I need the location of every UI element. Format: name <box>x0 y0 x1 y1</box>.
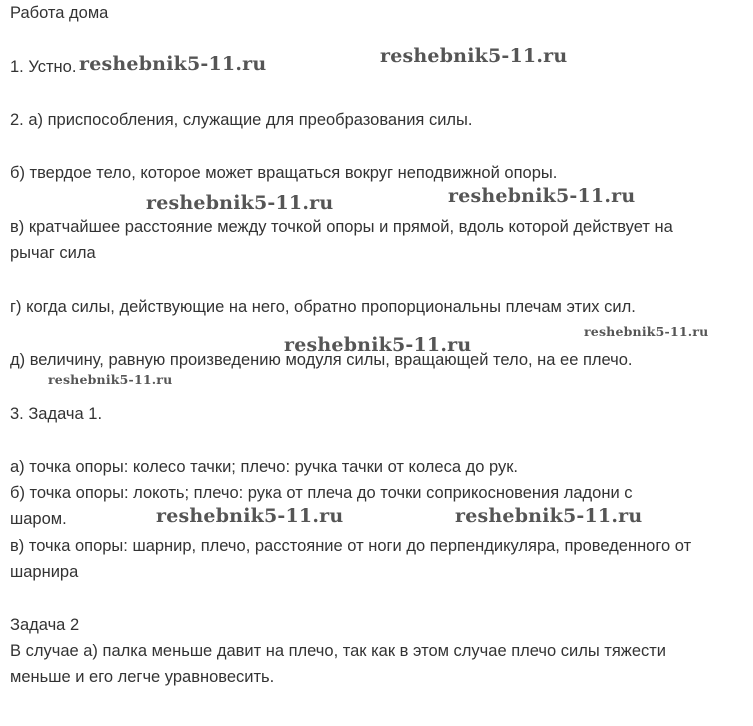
watermark: reshebnik5-11.ru <box>146 192 334 214</box>
task-1b-line2: шаром. <box>10 510 67 528</box>
item-2d: д) величину, равную произведению модуля силы, вращающей тело, на ее плечо. <box>10 351 633 369</box>
task-1v-line1: в) точка опоры: шарнир, плечо, расстояние от ноги до перпендикуляра, проведенного от <box>10 537 692 555</box>
task-2-answer-line2: меньше и его легче уравновесить. <box>10 668 275 686</box>
watermark: reshebnik5-11.ru <box>584 324 709 339</box>
item-2a: 2. а) приспособления, служащие для преобразования силы. <box>10 111 473 129</box>
watermark: reshebnik5-11.ru <box>455 505 643 527</box>
watermark: reshebnik5-11.ru <box>48 372 173 387</box>
item-1-oral: 1. Устно. <box>10 58 77 76</box>
task-1v-line2: шарнира <box>10 563 79 581</box>
task-2-answer-line1: В случае а) палка меньше давит на плечо, так как в этом случае плечо силы тяжести <box>10 642 667 660</box>
task-1a: а) точка опоры: колесо тачки; плечо: ручка тачки от колеса до рук. <box>10 458 519 476</box>
heading-homework: Работа дома <box>10 4 109 22</box>
task-2-heading: Задача 2 <box>10 616 80 634</box>
task-1b-line1: б) точка опоры: локоть; плечо: рука от плеча до точки соприкосновения ладони с <box>10 484 633 502</box>
watermark: reshebnik5-11.ru <box>156 505 344 527</box>
watermark: reshebnik5-11.ru <box>380 45 568 67</box>
item-2b: б) твердое тело, которое может вращаться вокруг неподвижной опоры. <box>10 164 558 182</box>
item-2v-line2: рычаг сила <box>10 244 96 262</box>
watermark: reshebnik5-11.ru <box>448 185 636 207</box>
watermark: reshebnik5-11.ru <box>284 334 472 356</box>
watermark: reshebnik5-11.ru <box>79 53 267 75</box>
item-2g: г) когда силы, действующие на него, обратно пропорциональны плечам этих сил. <box>10 298 636 316</box>
task-1-heading: 3. Задача 1. <box>10 405 103 423</box>
item-2v-line1: в) кратчайшее расстояние между точкой опоры и прямой, вдоль которой действует на <box>10 218 673 236</box>
